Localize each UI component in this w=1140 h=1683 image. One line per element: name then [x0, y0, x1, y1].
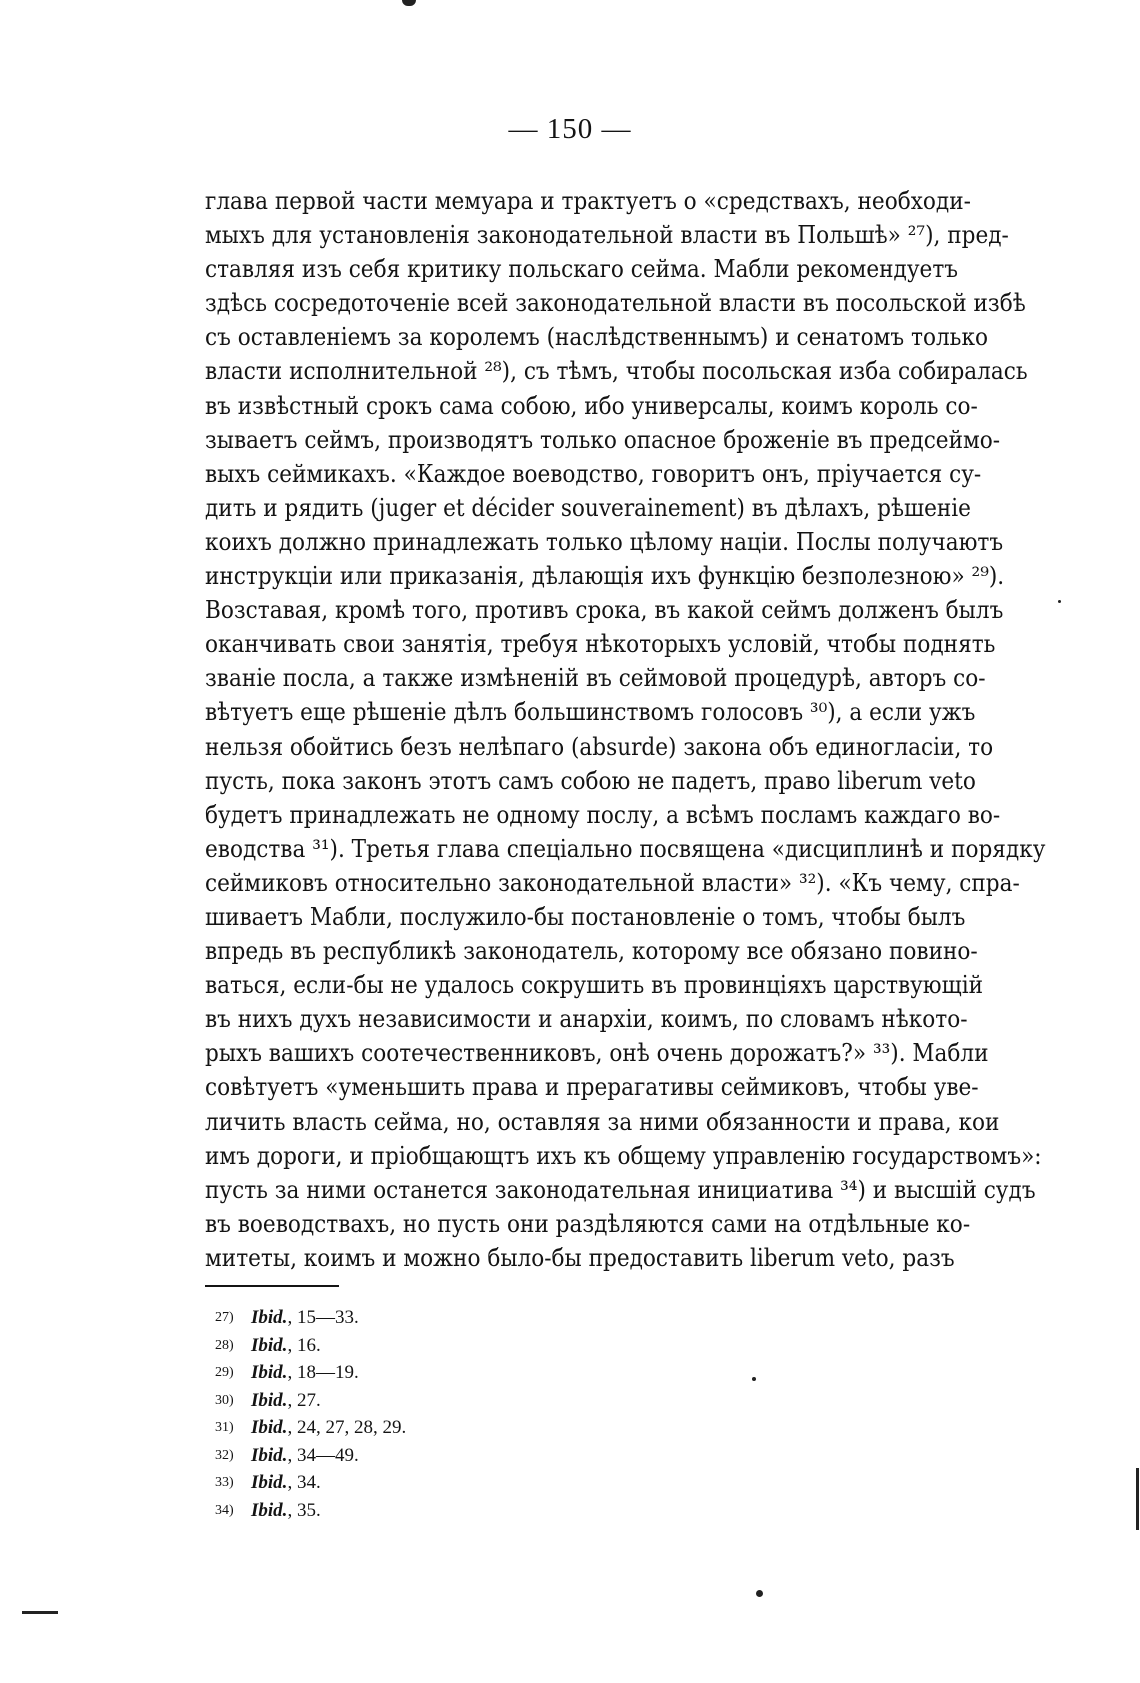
footnote-ref: Ibid. [251, 1499, 288, 1521]
footnote-pages: , 34—49. [287, 1444, 359, 1466]
text-line: шиваетъ Мабли, послужило-бы постановленіе о томъ, чтобы былъ [205, 902, 966, 931]
footnote-ref: Ibid. [251, 1307, 288, 1328]
footnote-number: 34) [215, 1502, 234, 1518]
text-line: дить и рядить (juger et décider souverainement) въ дѣлахъ, рѣшеніе [205, 493, 971, 522]
footnote-number: 29) [215, 1365, 234, 1380]
text-line: глава первой части мемуара и трактуетъ о «средствахъ, необходи- [205, 187, 971, 215]
footnote [215, 1359, 406, 1387]
footnote-ref: Ibid. [251, 1389, 288, 1411]
text-line: будетъ принадлежать не одному послу, а всѣмъ посламъ каждаго во- [205, 800, 1001, 829]
scan-speck [22, 1611, 58, 1614]
footnote-pages: , 16. [287, 1334, 321, 1356]
text-line: сеймиковъ относительно законодательной власти» ³²). «Къ чему, спра- [205, 868, 1020, 897]
text-line: выхъ сеймикахъ. «Каждое воеводство, говоритъ онъ, пріучается су- [205, 459, 982, 488]
footnote [215, 1442, 406, 1470]
footnotes [215, 1304, 406, 1524]
text-line: Возставая, кромѣ того, противъ срока, въ какой сеймъ долженъ былъ [205, 596, 1004, 625]
footnote [215, 1414, 406, 1442]
text-line: зываетъ сеймъ, производятъ только опасное броженіе въ предсеймо- [205, 425, 1001, 454]
footnote-ref: Ibid. [251, 1444, 288, 1466]
footnote-separator [205, 1285, 339, 1287]
text-line: ставляя изъ себя критику польскаго сейма. Мабли рекомендуетъ [205, 255, 959, 284]
footnote [215, 1332, 406, 1360]
footnote-number: 32) [215, 1447, 234, 1463]
footnote [215, 1497, 406, 1525]
text-line: пусть, пока законъ этотъ самъ собою не падетъ, право liberum veto [205, 766, 976, 795]
scan-speck [756, 1590, 763, 1597]
footnote-pages: , 35. [287, 1499, 321, 1521]
footnote [215, 1469, 406, 1497]
footnote-pages: , 34. [287, 1472, 321, 1493]
text-line: нельзя обойтись безъ нелѣпаго (absurde) закона объ единогласіи, то [205, 732, 994, 761]
footnote-ref: Ibid. [251, 1417, 288, 1438]
footnote [215, 1304, 406, 1332]
text-line: рыхъ вашихъ соотечественниковъ, онѣ очень дорожатъ?» ³³). Мабли [205, 1039, 989, 1068]
text-line: митеты, коимъ и можно было-бы предоставить liberum veto, разъ [205, 1243, 955, 1272]
footnote-pages: , 18—19. [287, 1362, 359, 1383]
text-line: инструкціи или приказанія, дѣлающія ихъ функцію безполезною» ²⁹). [205, 562, 1005, 591]
text-line: мыхъ для установленія законодательной власти въ Польшѣ» ²⁷), пред- [205, 221, 1009, 250]
text-line: ваться, если-бы не удалось сокрушить въ провинціяхъ царствующій [205, 971, 984, 1000]
footnote-ref: Ibid. [251, 1334, 288, 1356]
text-line: въ извѣстный срокъ сама собою, ибо универсалы, коимъ король со- [205, 391, 978, 420]
text-line: оканчивать свои занятія, требуя нѣкоторыхъ условій, чтобы поднять [205, 630, 996, 659]
text-line: еводства ³¹). Третья глава спеціально посвящена «дисциплинѣ и порядку [205, 834, 1046, 863]
footnote-number: 30) [215, 1392, 234, 1408]
text-line: въ нихъ духъ независимости и анархіи, коимъ, по словамъ нѣкото- [205, 1005, 968, 1034]
scan-edge [1136, 1468, 1139, 1530]
text-line: съ оставленіемъ за королемъ (наслѣдственнымъ) и сенатомъ только [205, 323, 988, 352]
text-line: здѣсь сосредоточеніе всей законодательной власти въ посольской избѣ [205, 289, 1026, 318]
footnote-pages: , 15—33. [287, 1307, 359, 1328]
scan-speck [1058, 600, 1061, 603]
text-line: пусть за ними останется законодательная инициатива ³⁴) и высшій судъ [205, 1175, 1036, 1204]
text-line: въ воеводствахъ, но пусть они раздѣляются сами на отдѣльные ко- [205, 1209, 971, 1238]
footnote-number: 33) [215, 1475, 234, 1490]
text-line: коихъ должно принадлежать только цѣлому націи. Послы получаютъ [205, 527, 1004, 556]
footnote-ref: Ibid. [251, 1472, 288, 1493]
text-line: вѣтуетъ еще рѣшеніе дѣлъ большинствомъ голосовъ ³⁰), а если ужъ [205, 698, 976, 727]
footnote [215, 1387, 406, 1415]
text-line: впредь въ республикѣ законодатель, которому все обязано повино- [205, 937, 978, 966]
footnote-number: 28) [215, 1337, 234, 1353]
body-text [205, 184, 1046, 1275]
footnote-pages: , 27. [287, 1389, 321, 1411]
footnote-pages: , 24, 27, 28, 29. [287, 1417, 407, 1438]
scan-speck [402, 0, 416, 6]
footnote-number: 27) [215, 1310, 234, 1325]
text-line: личить власть сейма, но, оставляя за ними обязанности и права, кои [205, 1107, 1000, 1136]
text-line: званіе посла, а также измѣненій въ сеймовой процедурѣ, авторъ со- [205, 664, 986, 693]
footnote-ref: Ibid. [251, 1362, 288, 1383]
text-line: имъ дороги, и пріобщающтъ ихъ къ общему управленію государствомъ»: [205, 1141, 1042, 1170]
page-number: — 150 — [508, 113, 632, 145]
footnote-number: 31) [215, 1420, 234, 1435]
text-line: власти исполнительной ²⁸), съ тѣмъ, чтобы посольская изба собиралась [205, 357, 1028, 386]
scan-speck [752, 1377, 756, 1381]
text-line: совѣтуетъ «уменьшить права и прерагативы сеймиковъ, чтобы уве- [205, 1073, 979, 1102]
